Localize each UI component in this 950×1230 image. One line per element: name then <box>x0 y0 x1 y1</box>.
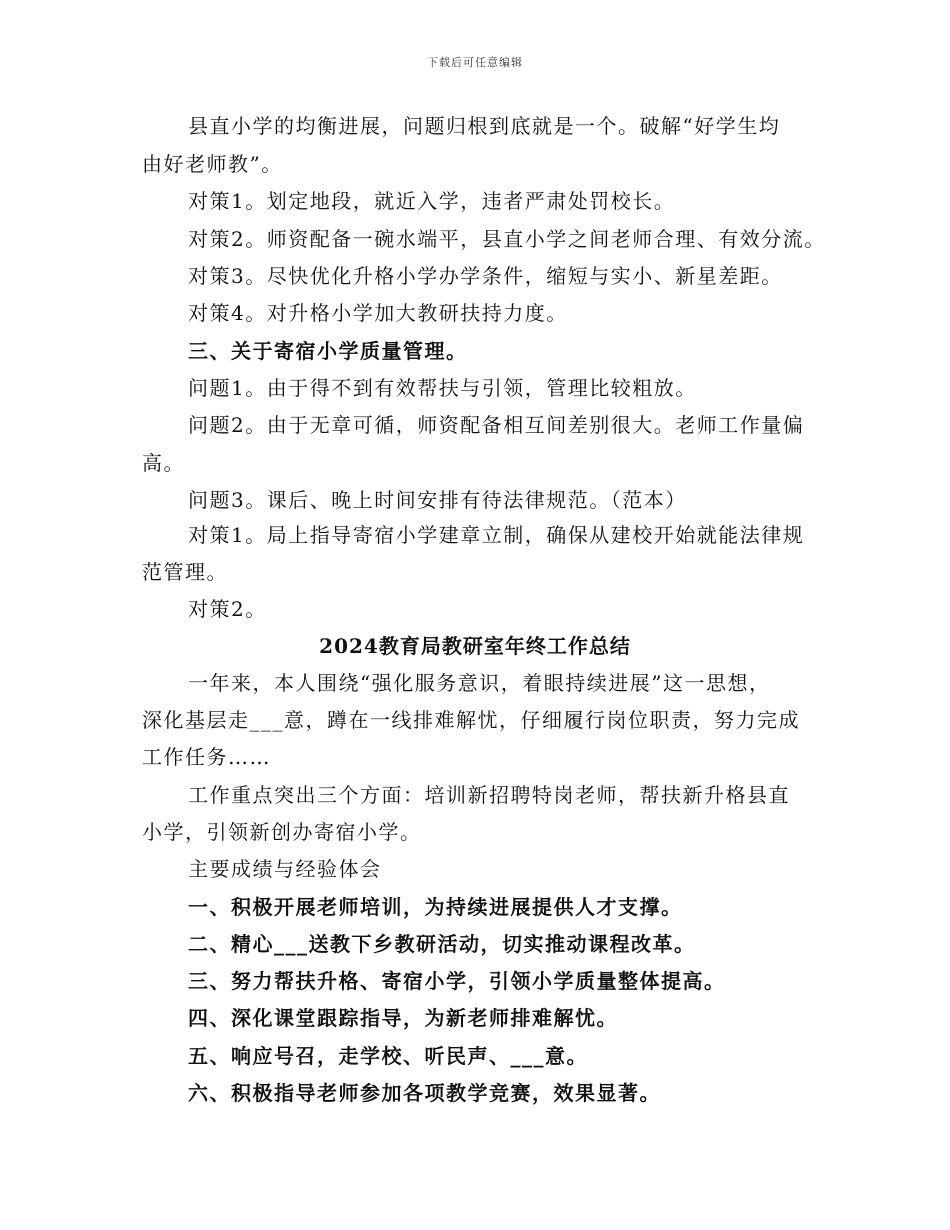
section-heading: 三、关于寄宿小学质量管理。 <box>188 339 468 363</box>
paragraph-line: 对策3。尽快优化升格小学办学条件，缩短与实小、新星差距。 <box>188 264 783 288</box>
achievement-item: 四、深化课堂跟踪指导，为新老师排难解忧。 <box>188 1006 618 1030</box>
paragraph-line: 对策2。师资配备一碗水端平，县直小学之间老师合理、有效分流。 <box>188 227 826 251</box>
paragraph-line: 对策1。局上指导寄宿小学建章立制，确保从建校开始就能法律规 <box>188 523 805 547</box>
paragraph-line: 范管理。 <box>142 560 228 584</box>
achievement-item: 一、积极开展老师培训，为持续进展提供人才支撑。 <box>188 895 683 919</box>
paragraph-line: 深化基层走___意，蹲在一线排难解忧，仔细履行岗位职责，努力完成 <box>142 708 800 732</box>
document-title: 2024教育局教研室年终工作总结 <box>319 634 631 658</box>
paragraph-line: 问题3。课后、晚上时间安排有待法律规范。（范本） <box>188 488 687 512</box>
paragraph-line: 问题2。由于无章可循，师资配备相互间差别很大。老师工作量偏 <box>188 413 805 437</box>
paragraph-line: 小学，引领新创办寄宿小学。 <box>142 820 422 844</box>
paragraph-line: 对策4。对升格小学加大教研扶持力度。 <box>188 301 568 325</box>
paragraph-line: 对策2。 <box>188 597 267 621</box>
achievement-item: 二、精心___送教下乡教研活动，切实推动课程改革。 <box>188 932 696 956</box>
paragraph-line: 高。 <box>142 451 185 475</box>
page-header: 下载后可任意编辑 <box>427 56 523 69</box>
paragraph-line: 工作重点突出三个方面：培训新招聘特岗老师，帮扶新升格县直 <box>188 783 790 807</box>
paragraph-line: 县直小学的均衡进展，问题归根到底就是一个。破解“好学生均 <box>188 114 781 138</box>
paragraph-line: 对策1。划定地段，就近入学，违者严肃处罚校长。 <box>188 189 676 213</box>
achievement-item: 六、积极指导老师参加各项教学竞赛，效果显著。 <box>188 1081 661 1105</box>
paragraph-line: 由好老师教”。 <box>142 152 283 176</box>
achievement-item: 三、努力帮扶升格、寄宿小学，引领小学质量整体提高。 <box>188 969 726 993</box>
paragraph-line: 问题1。由于得不到有效帮扶与引领，管理比较粗放。 <box>188 376 697 400</box>
paragraph-line: 一年来，本人围绕“强化服务意识，着眼持续进展”这一思想， <box>188 671 771 695</box>
paragraph-line: 主要成绩与经验体会 <box>188 857 382 881</box>
achievement-item: 五、响应号召，走学校、听民声、___意。 <box>188 1044 588 1068</box>
paragraph-line: 工作任务…… <box>142 745 271 769</box>
